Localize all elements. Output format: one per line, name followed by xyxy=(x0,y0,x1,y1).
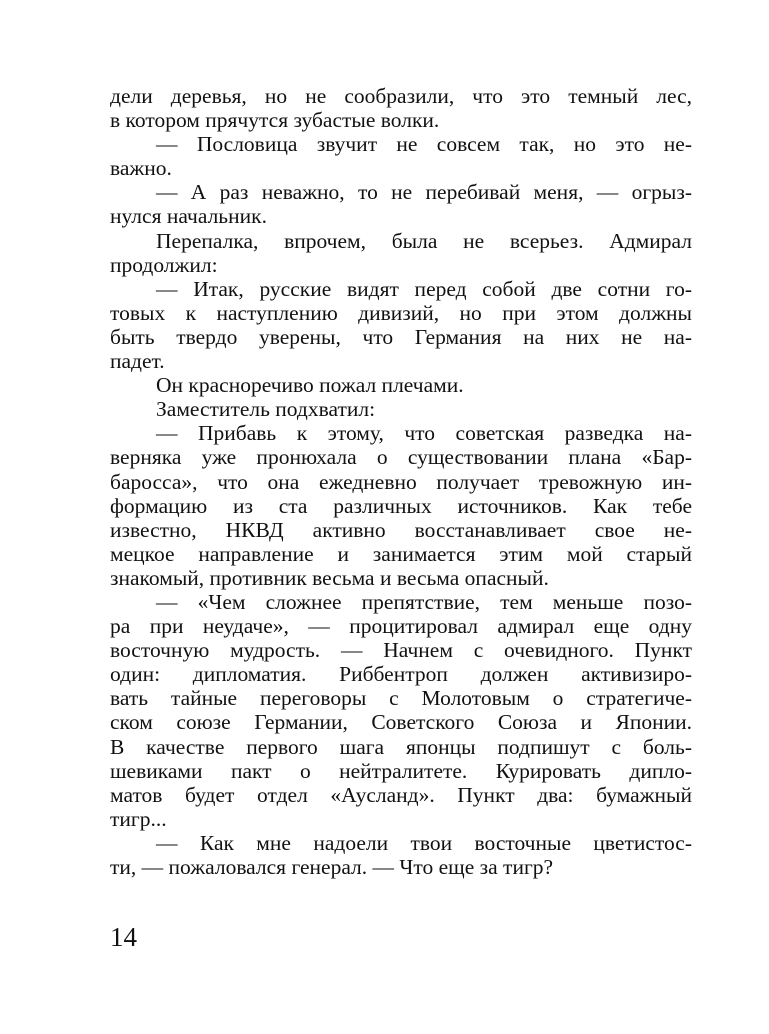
text-line: формацию из ста различных источников. Как тебе xyxy=(110,493,692,518)
text-line: — Пословица звучит не совсем так, но это не- xyxy=(156,132,692,157)
text-line: Перепалка, впрочем, была не всерьез. Адмирал xyxy=(156,228,692,253)
text-line: верняка уже пронюхала о существовании плана «Бар- xyxy=(110,445,692,470)
body-text xyxy=(110,84,692,879)
text-line: — Итак, русские видят перед собой две сотни го- xyxy=(156,276,692,301)
text-line: падет. xyxy=(110,349,165,374)
text-line: знакомый, противник весьма и весьма опасный. xyxy=(110,565,549,590)
text-line: ском союзе Германии, Советского Союза и Японии. xyxy=(110,710,692,735)
text-line: баросса», что она ежедневно получает тревожную ин- xyxy=(110,469,692,494)
text-line: продолжил: xyxy=(110,252,218,277)
text-line: шевиками пакт о нейтралитете. Курировать дипло- xyxy=(110,758,692,783)
text-line: — Прибавь к этому, что советская разведка на- xyxy=(156,421,692,446)
text-line: нулся начальник. xyxy=(110,204,267,229)
text-line: важно. xyxy=(110,156,172,181)
text-line: — Как мне надоели твои восточные цветистос- xyxy=(156,830,692,855)
text-line: дели деревья, но не сообразили, что это темный лес, xyxy=(110,84,692,108)
text-line: в котором прячутся зубастые волки. xyxy=(110,108,440,133)
page-number: 14 xyxy=(110,922,137,952)
text-line: матов будет отдел «Аусланд». Пункт два: бумажный xyxy=(110,782,692,807)
text-line: ра при неудаче», — процитировал адмирал еще одну xyxy=(110,614,692,639)
text-line: мецкое направление и занимается этим мой старый xyxy=(110,541,692,566)
text-line: Заместитель подхватил: xyxy=(156,397,376,422)
text-line: восточную мудрость. — Начнем с очевидного. Пункт xyxy=(110,638,692,663)
text-line: известно, НКВД активно восстанавливает свое не- xyxy=(110,517,692,542)
text-line: товых к наступлению дивизий, но при этом должны xyxy=(110,300,692,325)
text-line: В качестве первого шага японцы подпишут с боль- xyxy=(110,734,692,759)
text-line: тигр... xyxy=(110,806,167,831)
text-line: Он красноречиво пожал плечами. xyxy=(156,373,464,398)
text-line: один: дипломатия. Риббентроп должен активизиро- xyxy=(110,662,692,687)
text-line: быть твердо уверены, что Германия на них не на- xyxy=(110,324,692,349)
text-line: ти, — пожаловался генерал. — Что еще за тигр? xyxy=(110,855,554,879)
text-line: — «Чем сложнее препятствие, тем меньше позо- xyxy=(156,589,692,614)
text-line: — А раз неважно, то не перебивай меня, — огрыз- xyxy=(156,180,692,205)
text-line: вать тайные переговоры с Молотовым о стратегиче- xyxy=(110,686,692,711)
